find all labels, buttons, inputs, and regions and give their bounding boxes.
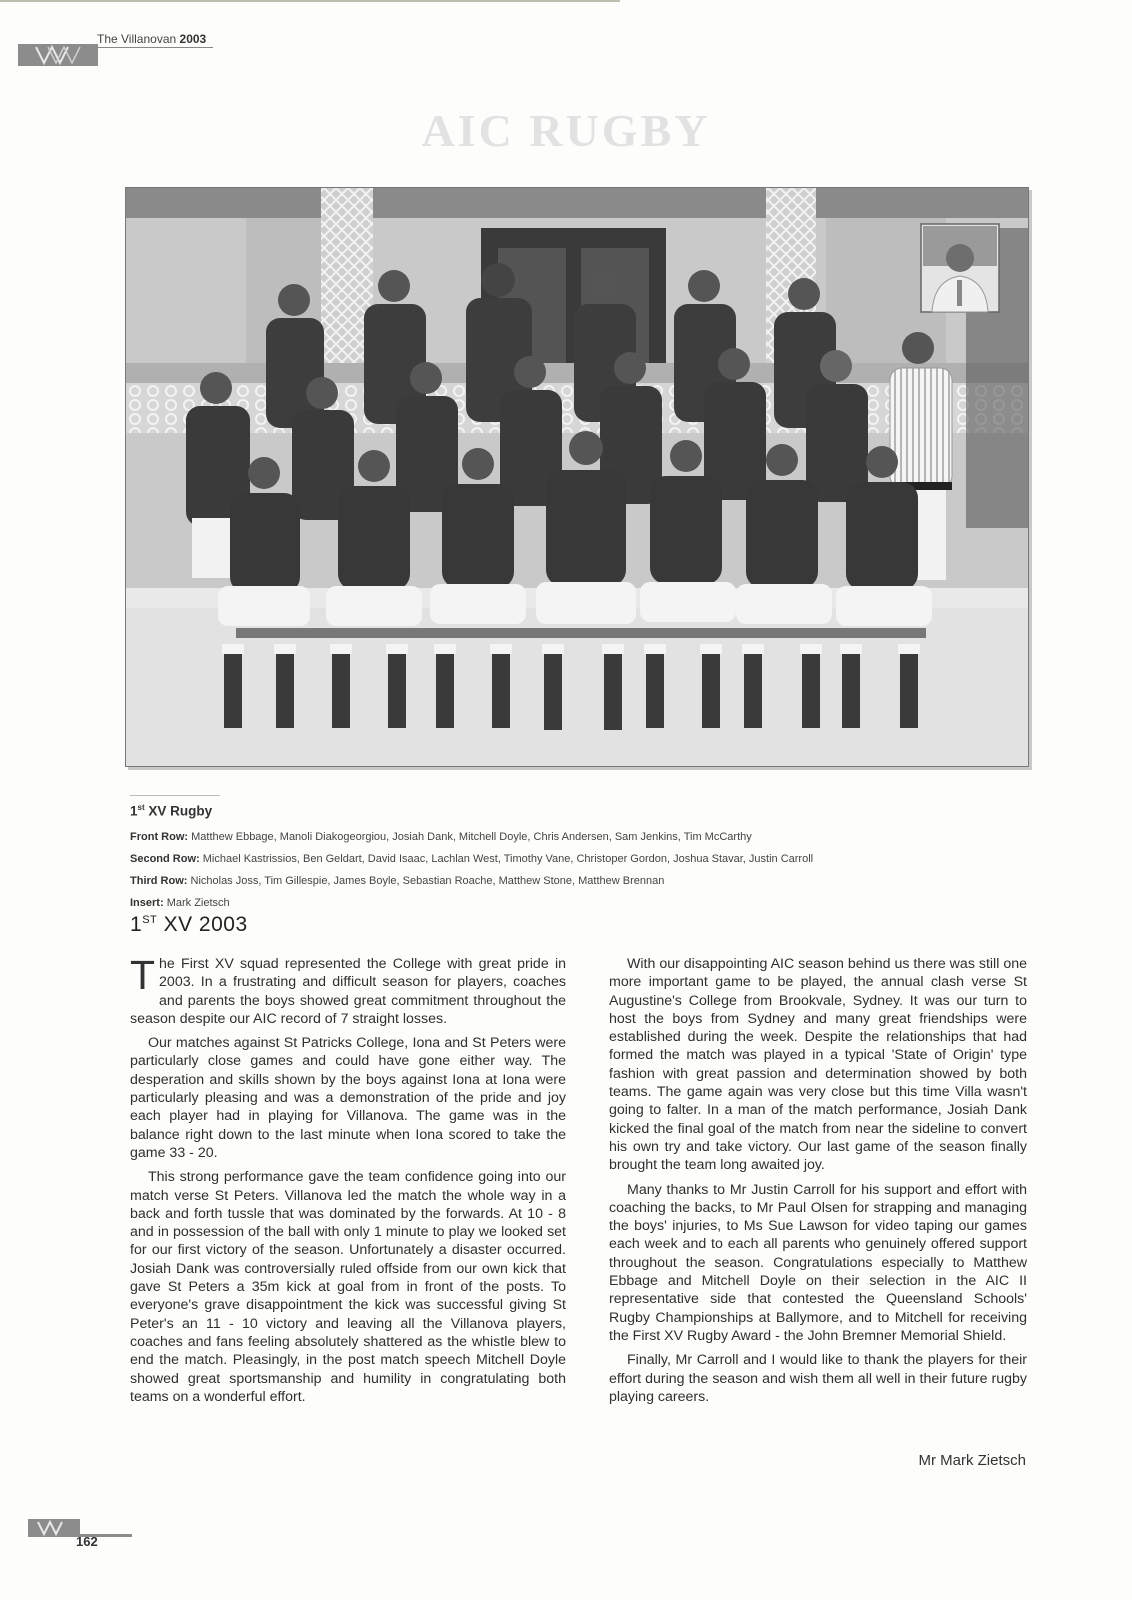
caption-title-number: 1 bbox=[130, 803, 138, 819]
caption-insert bbox=[130, 897, 230, 909]
team-photo bbox=[125, 187, 1029, 767]
caption-second-row bbox=[130, 853, 813, 865]
article-paragraph bbox=[130, 952, 566, 1028]
section-title bbox=[130, 913, 248, 937]
page-number: 162 bbox=[76, 1534, 98, 1549]
caption-title-text: XV Rugby bbox=[144, 803, 213, 819]
section-title-number: 1 bbox=[130, 913, 143, 936]
villanova-logo-icon bbox=[18, 44, 98, 66]
caption-row-names: Nicholas Joss, Tim Gillespie, James Boyle, Sebastian Roache, Matthew Stone, Matthew Brennan bbox=[190, 875, 665, 887]
caption-row-names: Michael Kastrissios, Ben Geldart, David Isaac, Lachlan West, Timothy Vane, Christoper Gordon, Joshua Stavar, Justin Carroll bbox=[202, 853, 814, 865]
article-column-left bbox=[130, 952, 566, 1412]
caption-title-sup: st bbox=[137, 803, 145, 812]
article-paragraph: With our disappointing AIC season behind us there was still one more important game to be played, the annual clash verse St Augustine's College from Brookvale, Sydney. It was our turn to host the boys from Sydney and many great friendships were established during the week. Despite the relationships that had formed the match was played in a typical 'State of Origin' type fashion with great passion and determination showed by both teams. The game again was very close but this time Villa wasn't going to falter. In a man of the match performance, Josiah Dank kicked the final goal of the match from near the sideline to convert his own try and take victory. Our last game of the season finally brought the team long awaited joy. bbox=[609, 956, 1027, 1174]
caption-third-row bbox=[130, 875, 664, 887]
caption-row-label: Front Row: bbox=[130, 831, 189, 843]
drop-cap: T bbox=[130, 952, 156, 998]
article-column-right bbox=[609, 955, 1027, 1412]
team-photo-illustration bbox=[126, 188, 1028, 766]
article-paragraph: Finally, Mr Carroll and I would like to thank the players for their effort during the season and wish them all well in their future rugby playing careers. bbox=[609, 1352, 1027, 1405]
article-paragraph: Our matches against St Patricks College, Iona and St Peters were particularly close games and could have gone either way. The desperation and skills shown by the boys against Iona at Iona were particularly pleasing and was a demonstration of the pride and joy each player had in playing for Villanova. The game was in the balance right down to the last minute when Iona scored to take the game 33 - 20. bbox=[130, 1035, 566, 1161]
page-title: AIC RUGBY bbox=[421, 105, 711, 156]
caption-row-label: Third Row: bbox=[130, 875, 188, 887]
section-title-sup: ST bbox=[142, 914, 158, 926]
running-header bbox=[97, 32, 206, 46]
publication-year: 2003 bbox=[179, 32, 207, 46]
article-paragraph: This strong performance gave the team confidence going into our match verse St Peters. Villanova led the match the whole way in a back and forth tussle that was dominated by the forwards. At 10 - 8 and in possession of the ball with only 1 minute to play we looked set for our first victory of the season. Unfortunately a disaster occurred. Josiah Dank was controversially ruled offside from our own kick that gave St Peters a 35m kick at goal from in front of the posts. To everyone's grave disappointment the kick was successful giving St Peter's an 11 - 10 victory and leaving all the Villanova players, coaches and fans feeling absolutely shattered as the whistle blew to end the match. Pleasingly, in the post match speech Mitchell Doyle showed great sportsmanship and humility in congratulating both teams on a wonderful effort. bbox=[130, 1169, 566, 1405]
paragraph-text: he First XV squad represented the College with great pride in 2003. In a frustrating and difficult season for players, coaches and parents the boys showed great commitment throughout the season despite our AIC record of 7 straight losses. bbox=[130, 956, 566, 1027]
caption-row-names: Matthew Ebbage, Manoli Diakogeorgiou, Josiah Dank, Mitchell Doyle, Chris Andersen, Sam Jenkins, Tim McCarthy bbox=[191, 831, 752, 843]
article-paragraph: Many thanks to Mr Justin Carroll for his support and effort with coaching the backs, to Mr Paul Olsen for strapping and managing the boys' injuries, to Ms Sue Lawson for video taping our games each week and to each all parents who genuinely offered support throughout the season. Congratulations especially to Matthew Ebbage and Mitchell Doyle on their selection in the AIC II representative side that contested the Queensland Schools' Rugby Championships at Ballymore, and to Mitchell for receiving the First XV Rugby Award - the John Bremner Memorial Shield. bbox=[609, 1181, 1027, 1344]
caption-rule bbox=[130, 795, 220, 796]
caption-title bbox=[130, 803, 212, 819]
header-rule bbox=[97, 47, 213, 48]
caption-front-row bbox=[130, 831, 752, 843]
section-title-text: XV 2003 bbox=[157, 913, 248, 936]
author-signature: Mr Mark Zietsch bbox=[918, 1452, 1026, 1469]
caption-row-label: Insert: bbox=[130, 897, 164, 909]
top-rule bbox=[0, 0, 620, 2]
publication-name: The Villanovan bbox=[97, 32, 177, 46]
caption-row-label: Second Row: bbox=[130, 853, 200, 865]
bench bbox=[236, 628, 926, 638]
insert-portrait bbox=[921, 224, 999, 312]
caption-row-names: Mark Zietsch bbox=[166, 897, 230, 909]
